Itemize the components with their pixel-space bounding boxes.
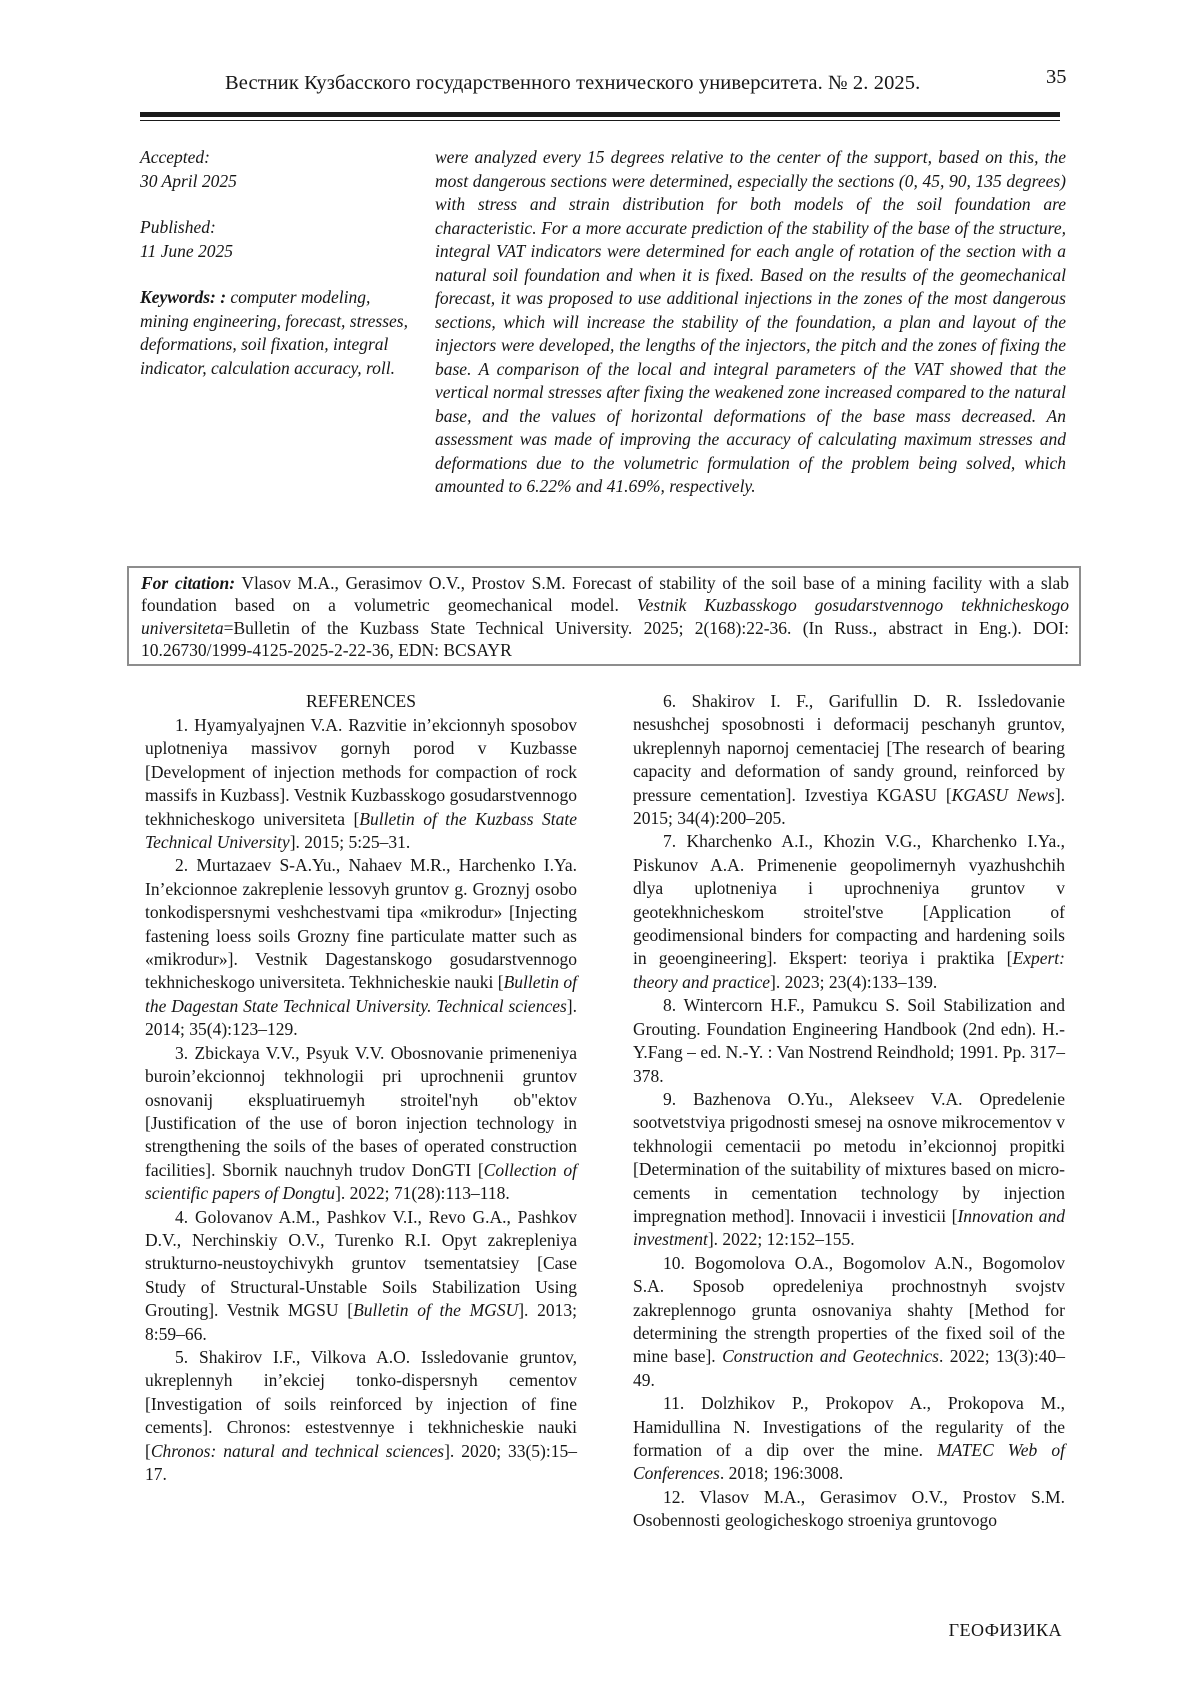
references-column-right bbox=[633, 690, 1065, 1533]
keywords-text: computer modeling, mining engineering, forecast, stresses, deformations, soil fixation, integral indicator, calculation accuracy, roll. bbox=[140, 287, 408, 378]
reference-item: 10. Bogomolova O.A., Bogomolov A.N., Bogomolov S.A. Sposob opredeleniya prochnostnyh svojstv zakreplennogo grunta osnovaniya shahty [Method for determining the strength properties of the fixed soil of the mine base]. Construction and Geotechnics. 2022; 13(3):40–49. bbox=[633, 1252, 1065, 1390]
citation-label: For citation: bbox=[141, 573, 236, 593]
article-meta bbox=[140, 146, 418, 403]
reference-item: 3. Zbickaya V.V., Psyuk V.V. Obosnovanie primeneniya buroin’ekcionnoj tekhnologii pri uprochnenii gruntov osnovanij ekspluatiruemyh stroitel'nyh ob"ektov [Justification of the use of boron injection technology in strengthening the soils of the bases of operated construction facilities]. Sbornik nauchnyh trudov DonGTI [Collection of scientific papers of Dongtu]. 2022; 71(28):113–118. bbox=[145, 1042, 577, 1204]
citation-box bbox=[127, 566, 1081, 666]
published-date: 11 June 2025 bbox=[140, 240, 233, 261]
reference-item: 11. Dolzhikov P., Prokopov A., Prokopova M., Hamidullina N. Investigations of the regularity of the formation of a dip over the mine. MATEC Web of Conferences. 2018; 196:3008. bbox=[633, 1393, 1065, 1484]
reference-item: 2. Murtazaev S-A.Yu., Nahaev M.R., Harchenko I.Ya. In’ekcionnoe zakreplenie lessovyh gruntov g. Groznyj osobo tonkodispersnymi veshchestvami tipa «mikrodur» [Injecting fastening loess soils Grozny fine particulate matter such as «mikrodur»]. Vestnik Dagestanskogo gosudarstvennogo tekhnicheskogo universiteta. Tekhnicheskie nauki [Bulletin of the Dagestan State Technical University. Technical sciences]. 2014; 35(4):123–129. bbox=[145, 855, 577, 1040]
reference-item: 8. Wintercorn H.F., Pamukcu S. Soil Stabilization and Grouting. Foundation Engineering Handbook (2nd edn). H.-Y.Fang – ed. N.-Y. : Van Nostrend Reindhold; 1991. Pp. 317–378. bbox=[633, 995, 1065, 1086]
page-number: 35 bbox=[1046, 66, 1067, 88]
reference-item: 7. Kharchenko A.I., Khozin V.G., Kharchenko I.Ya., Piskunov A.A. Primenenie geopolimernyh vyazhushchih dlya uplotneniya i uprochneniya gruntov v geotekhnicheskom stroitel'stve [Application of geodimensional binders for compacting and hardening soils in geoengineering]. Ekspert: teoriya i praktika [Expert: theory and practice]. 2023; 23(4):133–139. bbox=[633, 831, 1065, 992]
keywords-block bbox=[140, 286, 418, 380]
accepted-block bbox=[140, 146, 418, 193]
published-block bbox=[140, 216, 418, 263]
reference-item: 9. Bazhenova O.Yu., Alekseev V.A. Opredelenie sootvetstviya prigodnosti smesej na osnove mikrocementov v tekhnologii cementacii po metodu in’ekcionnoj propitki [Determination of the suitability of mixtures based on micro-cements in cementation technology by injection impregnation method]. Innovacii i investicii [Innovation and investment]. 2022; 12:152–155. bbox=[633, 1088, 1066, 1250]
accepted-date: 30 April 2025 bbox=[140, 170, 237, 191]
published-label: Published: bbox=[140, 217, 216, 237]
reference-item: 6. Shakirov I. F., Garifullin D. R. Issledovanie nesushchej sposobnosti i deformacij peschanyh gruntov, ukreplennyh napornoj cementaciej [The research of bearing capacity and deformation of sandy ground, reinforced by pressure cementation]. Izvestiya KGASU [KGASU News]. 2015; 34(4):200–205. bbox=[633, 691, 1066, 829]
section-footer: ГЕОФИЗИКА bbox=[948, 1620, 1062, 1640]
reference-item: 5. Shakirov I.F., Vilkova A.O. Issledovanie gruntov, ukreplennyh in’ekciej tonko-dispersnyh cementov [Investigation of soils reinforced by injection of fine cements]. Chronos: estestvennye i tekhnicheskie nauki [Chronos: natural and technical sciences]. 2020; 33(5):15–17. bbox=[145, 1346, 577, 1484]
citation-text-1: Vlasov M.A., Gerasimov O.V., Prostov S.M. Forecast of stability of the soil base of a mining facility with a slab foundation based on a volumetric geomechanical model. bbox=[141, 573, 1070, 616]
header-rule-thick bbox=[140, 112, 1060, 117]
abstract-text: were analyzed every 15 degrees relative to the center of the support, based on this, the most dangerous sections were determined, especially the sections (0, 45, 90, 135 degrees) with stress and strain distribution for both models of the soil foundation are characteristic. For a more accurate prediction of the stability of the base of the structure, integral VAT indicators were determined for each angle of rotation of the section with a natural soil foundation and when it is fixed. Based on the results of the geomechanical forecast, it was proposed to use additional injections in the zones of the most dangerous sections, which will increase the stability of the foundation, a plan and layout of the injectors were developed, the lengths of the injectors, the pitch and the zones of fixing the base. A comparison of the local and integral parameters of the VAT showed that the vertical normal stresses after fixing the weakened zone increased compared to the natural base, and the values of horizontal deformations of the base mass decreased. An assessment was made of improving the accuracy of calculating maximum stresses and deformations due to the volumetric formulation of the problem being solved, which amounted to 6.22% and 41.69%, respectively. bbox=[435, 147, 1066, 496]
reference-item: 12. Vlasov M.A., Gerasimov O.V., Prostov S.M. Osobennosti geologicheskogo stroeniya gruntovogo bbox=[633, 1486, 1065, 1531]
references-column-left bbox=[145, 714, 577, 1486]
references-heading: REFERENCES bbox=[306, 691, 416, 711]
reference-item: 1. Hyamyalyajnen V.A. Razvitie in’ekcionnyh sposobov uplotneniya massivov gornyh porod v Kuzbasse [Development of injection methods for compaction of rock massifs in Kuzbass]. Vestnik Kuzbasskogo gosudarstvennogo tekhnicheskogo universiteta [Bulletin of the Kuzbass State Technical University]. 2015; 5:25–31. bbox=[145, 715, 577, 853]
citation-text-2: =Bulletin of the Kuzbass State Technical University. 2025; 2(168):22-36. (In Russ., abstract in Eng.). DOI: 10.26730/1999-4125-2025-2-22-36, EDN: BCSAYR bbox=[141, 617, 1069, 660]
citation-journal: Vestnik Kuzbasskogo gosudarstvennogo tekhnicheskogo universiteta bbox=[141, 595, 1069, 638]
reference-item: 4. Golovanov A.M., Pashkov V.I., Revo G.A., Pashkov D.V., Nerchinskiy O.V., Turenko R.I. Opyt zakrepleniya strukturno-neustoychivykh gruntov tsementatsiey [Case Study of Structural-Unstable Soils Stabilization Using Grouting]. Vestnik MGSU [Bulletin of the MGSU]. 2013; 8:59–66. bbox=[145, 1206, 577, 1344]
header-rule-thin bbox=[140, 120, 1060, 121]
keywords-label: Keywords: : bbox=[140, 287, 227, 307]
accepted-label: Accepted: bbox=[140, 147, 210, 167]
journal-header: Вестник Кузбасского государственного технического университета. № 2. 2025. bbox=[225, 72, 921, 94]
